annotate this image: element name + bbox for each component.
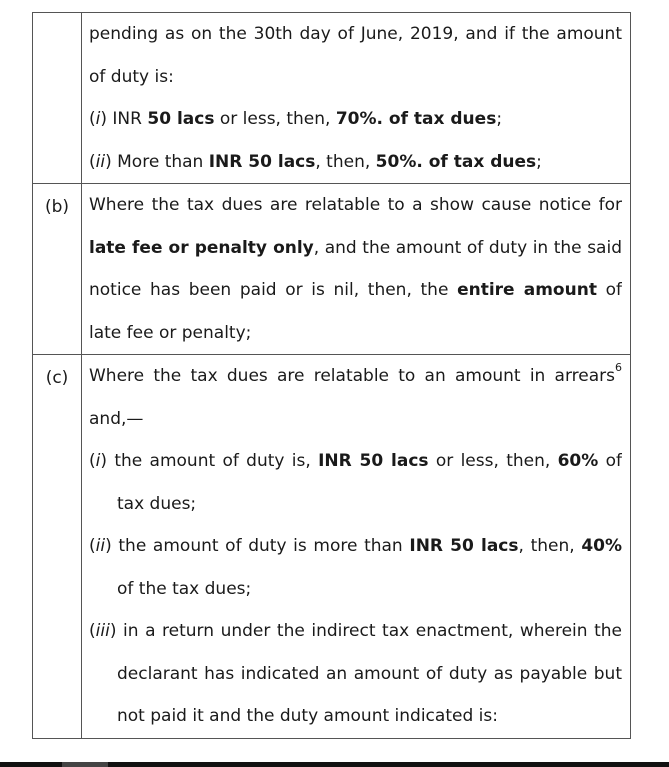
footnote-ref: 6 xyxy=(615,361,622,375)
row-b-line-4: late fee or penalty; xyxy=(89,322,252,343)
row-c-item-iii-cont-2: not paid it and the duty amount indicated is: xyxy=(117,706,498,726)
table-row xyxy=(33,355,631,739)
row-c-item-i: (i) the amount of duty is, INR 50 lacs or less, then, 60% of xyxy=(89,451,622,471)
row-b-content xyxy=(82,184,631,355)
row-a-content xyxy=(82,13,631,184)
row-a-item-ii: (ii) More than INR 50 lacs, then, 50%. of tax dues; xyxy=(89,151,542,172)
row-c-item-ii-cont: of the tax dues; xyxy=(117,578,252,599)
row-c-line-2: and,— xyxy=(89,408,144,429)
row-c-item-i-cont: tax dues; xyxy=(117,493,197,514)
row-b-line-1: Where the tax dues are relatable to a show cause notice for xyxy=(89,195,622,215)
row-b-line-3: notice has been paid or is nil, then, the entire amount of xyxy=(89,280,622,300)
row-c-item-ii: (ii) the amount of duty is more than INR 50 lacs, then, 40% xyxy=(89,536,622,556)
row-a-line-2: of duty is: xyxy=(89,66,174,87)
table-row xyxy=(33,13,631,184)
row-c-item-iii: (iii) in a return under the indirect tax enactment, wherein the xyxy=(89,621,622,641)
row-a-item-i: (i) INR 50 lacs or less, then, 70%. of tax dues; xyxy=(89,109,503,129)
table-row xyxy=(33,184,631,355)
row-c-content xyxy=(82,355,631,739)
row-c-label: (c) xyxy=(33,355,82,739)
horizontal-scrollbar[interactable] xyxy=(0,762,669,767)
row-label-cell xyxy=(33,13,82,184)
scheme-table xyxy=(32,12,631,739)
row-a-line-1: pending as on the 30th day of June, 2019, and if the amount xyxy=(89,24,622,44)
row-b-label: (b) xyxy=(33,184,82,355)
row-c-item-iii-cont-1: declarant has indicated an amount of duty as payable but xyxy=(117,663,622,684)
scrollbar-thumb[interactable] xyxy=(62,762,108,767)
row-b-line-2: late fee or penalty only, and the amount of duty in the said xyxy=(89,237,622,258)
row-c-line-1: Where the tax dues are relatable to an amount in arrears$^6$ xyxy=(89,361,622,386)
